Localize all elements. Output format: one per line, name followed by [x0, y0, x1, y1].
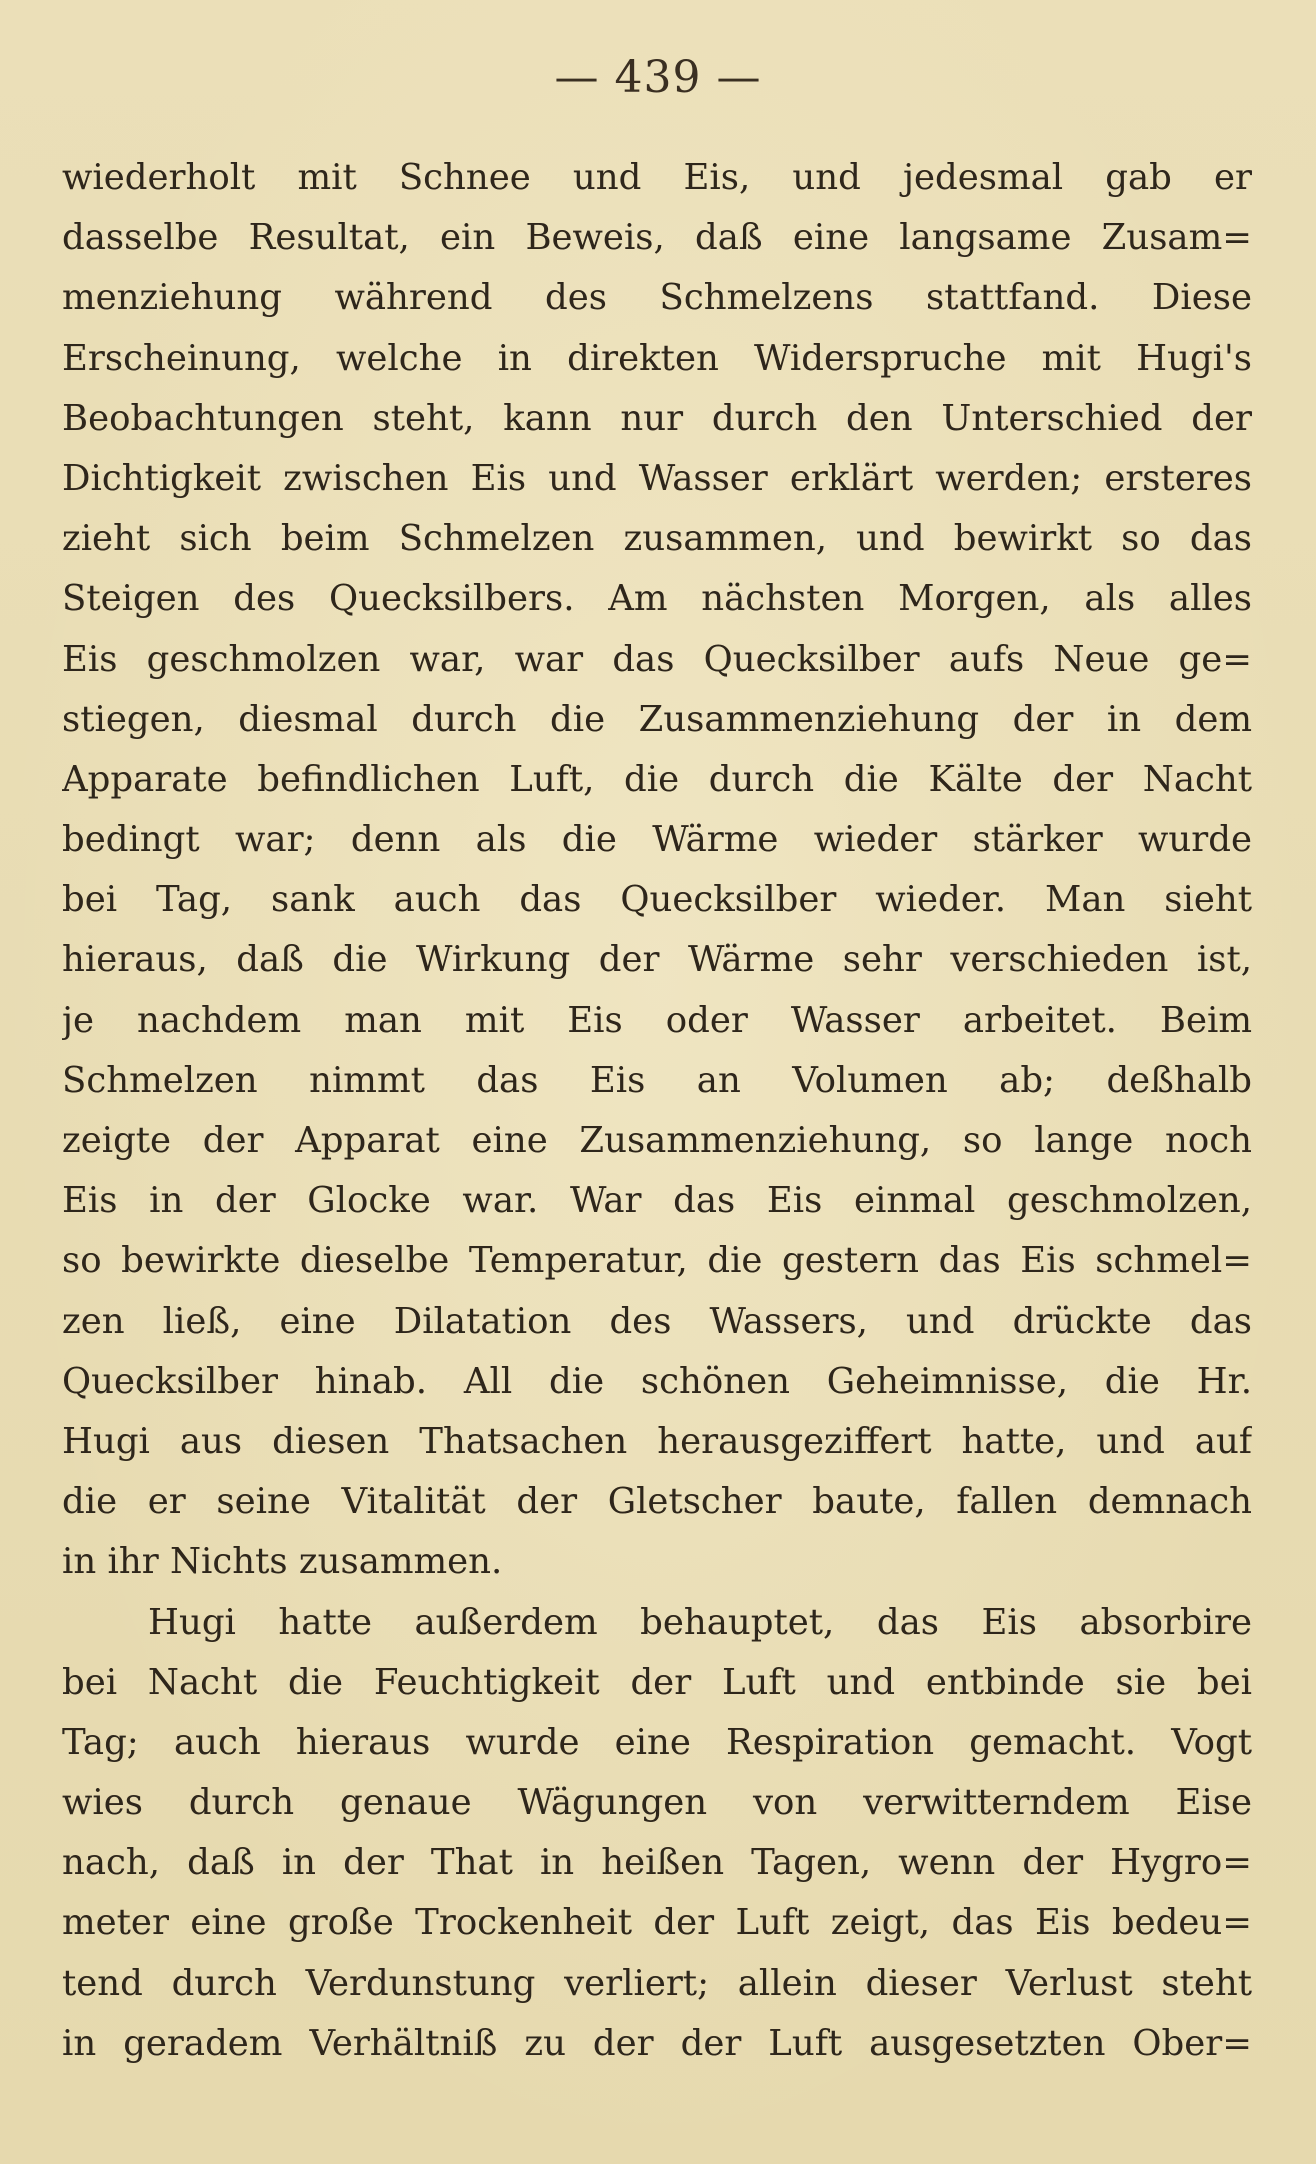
paragraph-last-line: in ihr Nichts zusammen.: [62, 1541, 503, 1583]
paragraph-first-line: Hugi hatte außerdem behauptet, das Eis absorbire: [148, 1601, 1252, 1643]
text-line: wies durch genaue Wägungen von verwitterndem Eise: [62, 1782, 1252, 1824]
text-line: in geradem Verhältniß zu der der Luft ausgesetzten Ober=: [62, 2022, 1252, 2064]
text-line: so bewirkte dieselbe Temperatur, die gestern das Eis schmel=: [62, 1240, 1252, 1282]
text-line: je nachdem man mit Eis oder Wasser arbeitet. Beim: [62, 999, 1252, 1041]
text-line: tend durch Verdunstung verliert; allein dieser Verlust steht: [62, 1962, 1252, 2004]
page-number: — 439 —: [554, 52, 762, 103]
text-line: zen ließ, eine Dilatation des Wassers, und drückte das: [62, 1300, 1252, 1342]
text-line: wiederholt mit Schnee und Eis, und jedesmal gab er: [62, 157, 1252, 198]
text-line: Beobachtungen steht, kann nur durch den Unterschied der: [62, 397, 1252, 439]
text-line: bedingt war; denn als die Wärme wieder stärker wurde: [62, 819, 1252, 861]
text-line: Steigen des Quecksilbers. Am nächsten Morgen, als alles: [62, 578, 1252, 620]
text-line: nach, daß in der That in heißen Tagen, wenn der Hygro=: [62, 1842, 1252, 1884]
text-line: bei Tag, sank auch das Quecksilber wieder. Man sieht: [62, 879, 1252, 921]
text-line: die er seine Vitalität der Gletscher baute, fallen demnach: [62, 1481, 1252, 1523]
text-line: Tag; auch hieraus wurde eine Respiration gemacht. Vogt: [62, 1721, 1252, 1763]
text-line: stiegen, diesmal durch die Zusammenziehung der in dem: [62, 698, 1252, 740]
text-line: Erscheinung, welche in direkten Widerspruche mit Hugi's: [62, 337, 1252, 379]
text-line: Eis in der Glocke war. War das Eis einmal geschmolzen,: [62, 1180, 1252, 1222]
text-line: bei Nacht die Feuchtigkeit der Luft und entbinde sie bei: [62, 1661, 1252, 1703]
text-line: dasselbe Resultat, ein Beweis, daß eine langsame Zusam=: [62, 217, 1252, 259]
text-line: Schmelzen nimmt das Eis an Volumen ab; deßhalb: [62, 1059, 1252, 1101]
text-line: Hugi aus diesen Thatsachen herausgeziffert hatte, und auf: [62, 1420, 1252, 1462]
text-line: Eis geschmolzen war, war das Quecksilber aufs Neue ge=: [62, 638, 1252, 680]
text-line: menziehung während des Schmelzens stattfand. Diese: [62, 277, 1252, 319]
text-line: Dichtigkeit zwischen Eis und Wasser erklärt werden; ersteres: [62, 457, 1252, 499]
text-line: Quecksilber hinab. All die schönen Geheimnisse, die Hr.: [62, 1360, 1252, 1402]
text-line: zeigte der Apparat eine Zusammenziehung, so lange noch: [62, 1120, 1252, 1161]
body-text: [62, 148, 1252, 2074]
text-line: Apparate befindlichen Luft, die durch die Kälte der Nacht: [62, 758, 1252, 800]
text-line: hieraus, daß die Wirkung der Wärme sehr verschieden ist,: [62, 939, 1252, 981]
text-line: meter eine große Trockenheit der Luft zeigt, das Eis bedeu=: [62, 1902, 1252, 1944]
text-line: zieht sich beim Schmelzen zusammen, und bewirkt so das: [62, 518, 1252, 560]
